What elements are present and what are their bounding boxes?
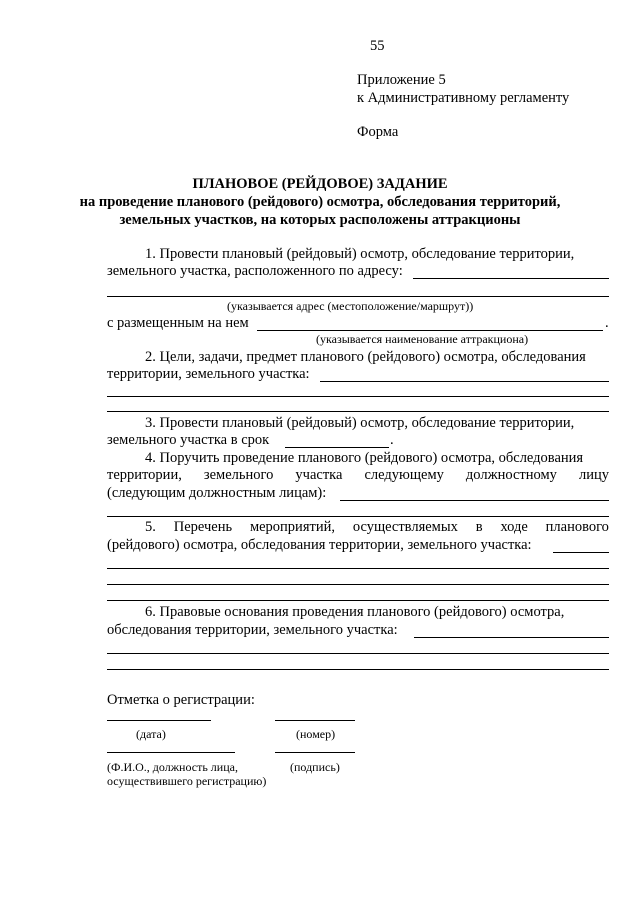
date-field[interactable] bbox=[107, 720, 211, 721]
document-subtitle-1: на проведение планового (рейдового) осмотра, обследования территорий, bbox=[79, 194, 561, 210]
goals-field-3[interactable] bbox=[107, 411, 609, 412]
fio-hint-2: осуществившего регистрацию) bbox=[107, 774, 267, 788]
attraction-hint: (указывается наименование аттракциона) bbox=[316, 332, 529, 346]
address-field-1[interactable] bbox=[413, 278, 609, 279]
page-number: 55 bbox=[370, 38, 385, 54]
goals-field-1[interactable] bbox=[320, 381, 609, 382]
officials-field-2[interactable] bbox=[107, 516, 609, 517]
placement-dot: . bbox=[605, 315, 609, 331]
item3-line2: земельного участка в срок bbox=[107, 432, 270, 448]
signature-field[interactable] bbox=[275, 752, 355, 753]
address-field-2[interactable] bbox=[107, 296, 609, 297]
address-hint: (указывается адрес (местоположение/маршрут)) bbox=[227, 299, 474, 313]
fio-hint-1: (Ф.И.О., должность лица, bbox=[107, 760, 238, 774]
item4-line2: территории, земельного участка следующему должностному лицу bbox=[107, 467, 609, 483]
item6-line2: обследования территории, земельного участка: bbox=[107, 622, 398, 638]
form-label: Форма bbox=[357, 124, 399, 140]
appendix-reference: к Административному регламенту bbox=[357, 90, 570, 106]
item4-line3: (следующим должностным лицам): bbox=[107, 485, 327, 501]
item5-line2: (рейдового) осмотра, обследования территории, земельного участка: bbox=[107, 537, 532, 553]
number-field[interactable] bbox=[275, 720, 355, 721]
attraction-field[interactable] bbox=[257, 330, 603, 331]
item5-line1: 5. Перечень мероприятий, осуществляемых в ходе планового bbox=[145, 519, 609, 535]
legal-basis-field-1[interactable] bbox=[414, 637, 609, 638]
item1-line2: земельного участка, расположенного по адресу: bbox=[107, 263, 403, 279]
item1-line1: 1. Провести плановый (рейдовый) осмотр, обследование территории, bbox=[145, 246, 575, 262]
item4-line1: 4. Поручить проведение планового (рейдового) осмотра, обследования bbox=[145, 450, 584, 466]
signature-hint: (подпись) bbox=[290, 760, 340, 774]
legal-basis-field-3[interactable] bbox=[107, 669, 609, 670]
item3-line1: 3. Провести плановый (рейдовый) осмотр, обследование территории, bbox=[145, 415, 575, 431]
date-hint: (дата) bbox=[136, 727, 166, 741]
measures-field-2[interactable] bbox=[107, 568, 609, 569]
registration-label: Отметка о регистрации: bbox=[107, 692, 255, 708]
item6-line1: 6. Правовые основания проведения планового (рейдового) осмотра, bbox=[145, 604, 565, 620]
fio-field[interactable] bbox=[107, 752, 235, 753]
placement-label: с размещенным на нем bbox=[107, 315, 249, 331]
number-hint: (номер) bbox=[296, 727, 336, 741]
document-title: ПЛАНОВОЕ (РЕЙДОВОЕ) ЗАДАНИЕ bbox=[192, 176, 448, 192]
goals-field-2[interactable] bbox=[107, 396, 609, 397]
measures-field-1[interactable] bbox=[553, 552, 609, 553]
measures-field-4[interactable] bbox=[107, 600, 609, 601]
measures-field-3[interactable] bbox=[107, 584, 609, 585]
legal-basis-field-2[interactable] bbox=[107, 653, 609, 654]
deadline-field[interactable] bbox=[285, 447, 389, 448]
officials-field-1[interactable] bbox=[340, 500, 609, 501]
appendix-label: Приложение 5 bbox=[357, 72, 446, 88]
document-subtitle-2: земельных участков, на которых расположены аттракционы bbox=[119, 212, 521, 228]
item2-line1: 2. Цели, задачи, предмет планового (рейдового) осмотра, обследования bbox=[145, 349, 586, 365]
item2-line2: территории, земельного участка: bbox=[107, 366, 310, 382]
deadline-dot: . bbox=[390, 432, 394, 448]
